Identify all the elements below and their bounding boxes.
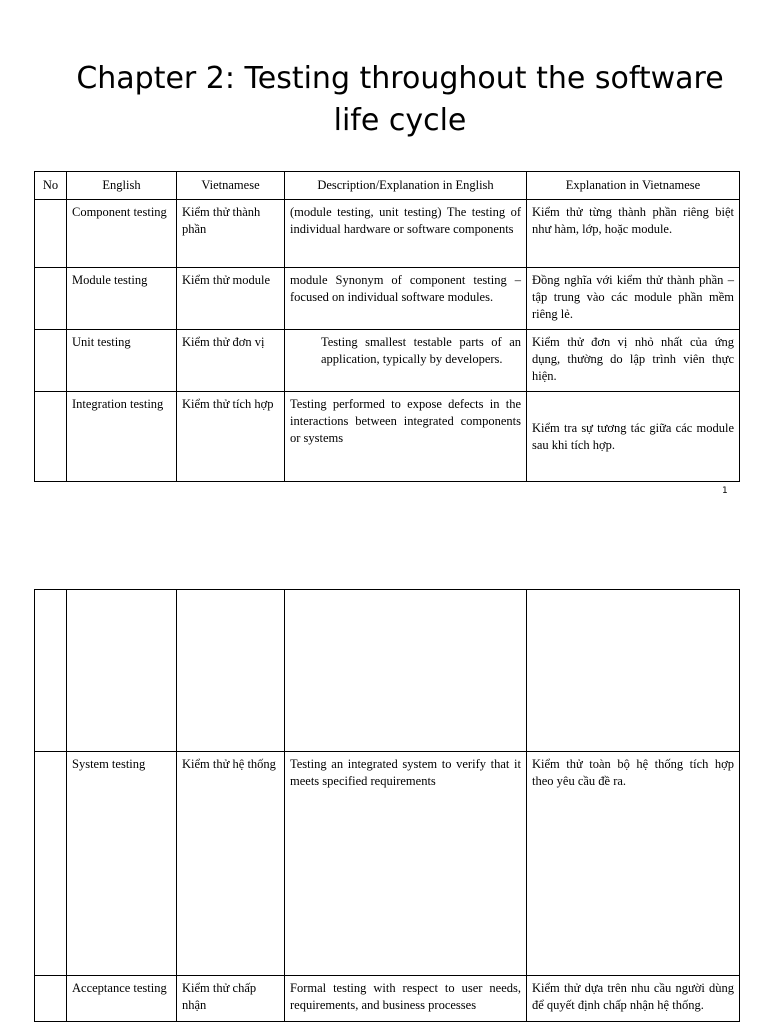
page-title — [40, 58, 760, 142]
cell-desc-vi: Kiểm thử đơn vị nhỏ nhất của ứng dụng, thường do lập trình viên thực hiện. — [527, 330, 740, 392]
cell-desc-en: Testing performed to expose defects in the interactions between integrated components or systems — [285, 392, 527, 482]
title-line-1: Chapter 2: Testing throughout the software — [76, 61, 724, 96]
table-row — [35, 590, 740, 752]
cell-desc-vi: Kiểm thử dựa trên nhu cầu người dùng để quyết định chấp nhận hệ thống. — [527, 976, 740, 1022]
cell-desc-en: module Synonym of component testing – focused on individual software modules. — [285, 268, 527, 330]
cell-desc-en: Formal testing with respect to user needs, requirements, and business processes — [285, 976, 527, 1022]
cell-vietnamese: Kiểm thử chấp nhận — [177, 976, 285, 1022]
cell-vietnamese: Kiểm thử thành phần — [177, 200, 285, 268]
cell-no — [35, 392, 67, 482]
table-row — [35, 752, 740, 976]
cell-desc-en — [285, 590, 527, 752]
cell-desc-vi: Đồng nghĩa với kiểm thử thành phần – tập trung vào các module phần mềm riêng lẻ. — [527, 268, 740, 330]
table-row — [35, 976, 740, 1022]
table-row — [35, 200, 740, 268]
cell-desc-vi — [527, 590, 740, 752]
cell-no — [35, 200, 67, 268]
cell-english: Integration testing — [67, 392, 177, 482]
cell-vietnamese — [177, 590, 285, 752]
cell-english: System testing — [67, 752, 177, 976]
cell-english: Module testing — [67, 268, 177, 330]
cell-no — [35, 330, 67, 392]
glossary-table-page-1 — [34, 171, 740, 482]
cell-vietnamese: Kiểm thử hệ thống — [177, 752, 285, 976]
cell-vietnamese: Kiểm thử module — [177, 268, 285, 330]
cell-english: Component testing — [67, 200, 177, 268]
header-english: English — [67, 172, 177, 200]
cell-no — [35, 976, 67, 1022]
header-desc-en: Description/Explanation in English — [285, 172, 527, 200]
cell-desc-en: (module testing, unit testing) The testing of individual hardware or software components — [285, 200, 527, 268]
page-number: 1 — [722, 486, 728, 496]
cell-desc-en: Testing an integrated system to verify that it meets specified requirements — [285, 752, 527, 976]
cell-no — [35, 752, 67, 976]
table-row — [35, 268, 740, 330]
table-row — [35, 330, 740, 392]
cell-desc-vi: Kiểm tra sự tương tác giữa các module sau khi tích hợp. — [527, 392, 740, 482]
cell-desc-vi: Kiểm thử từng thành phần riêng biệt như hàm, lớp, hoặc module. — [527, 200, 740, 268]
table-row — [35, 392, 740, 482]
cell-no — [35, 268, 67, 330]
glossary-table-page-2 — [34, 589, 740, 1022]
cell-vietnamese: Kiểm thử tích hợp — [177, 392, 285, 482]
cell-no — [35, 590, 67, 752]
table-header-row — [35, 172, 740, 200]
cell-desc-en: Testing smallest testable parts of an application, typically by developers. — [285, 330, 527, 392]
cell-desc-vi: Kiểm thử toàn bộ hệ thống tích hợp theo yêu cầu đề ra. — [527, 752, 740, 976]
cell-english — [67, 590, 177, 752]
cell-english: Unit testing — [67, 330, 177, 392]
cell-english: Acceptance testing — [67, 976, 177, 1022]
header-desc-vi: Explanation in Vietnamese — [527, 172, 740, 200]
header-vietnamese: Vietnamese — [177, 172, 285, 200]
cell-vietnamese: Kiểm thử đơn vị — [177, 330, 285, 392]
header-no: No — [35, 172, 67, 200]
title-line-2: life cycle — [333, 103, 467, 138]
